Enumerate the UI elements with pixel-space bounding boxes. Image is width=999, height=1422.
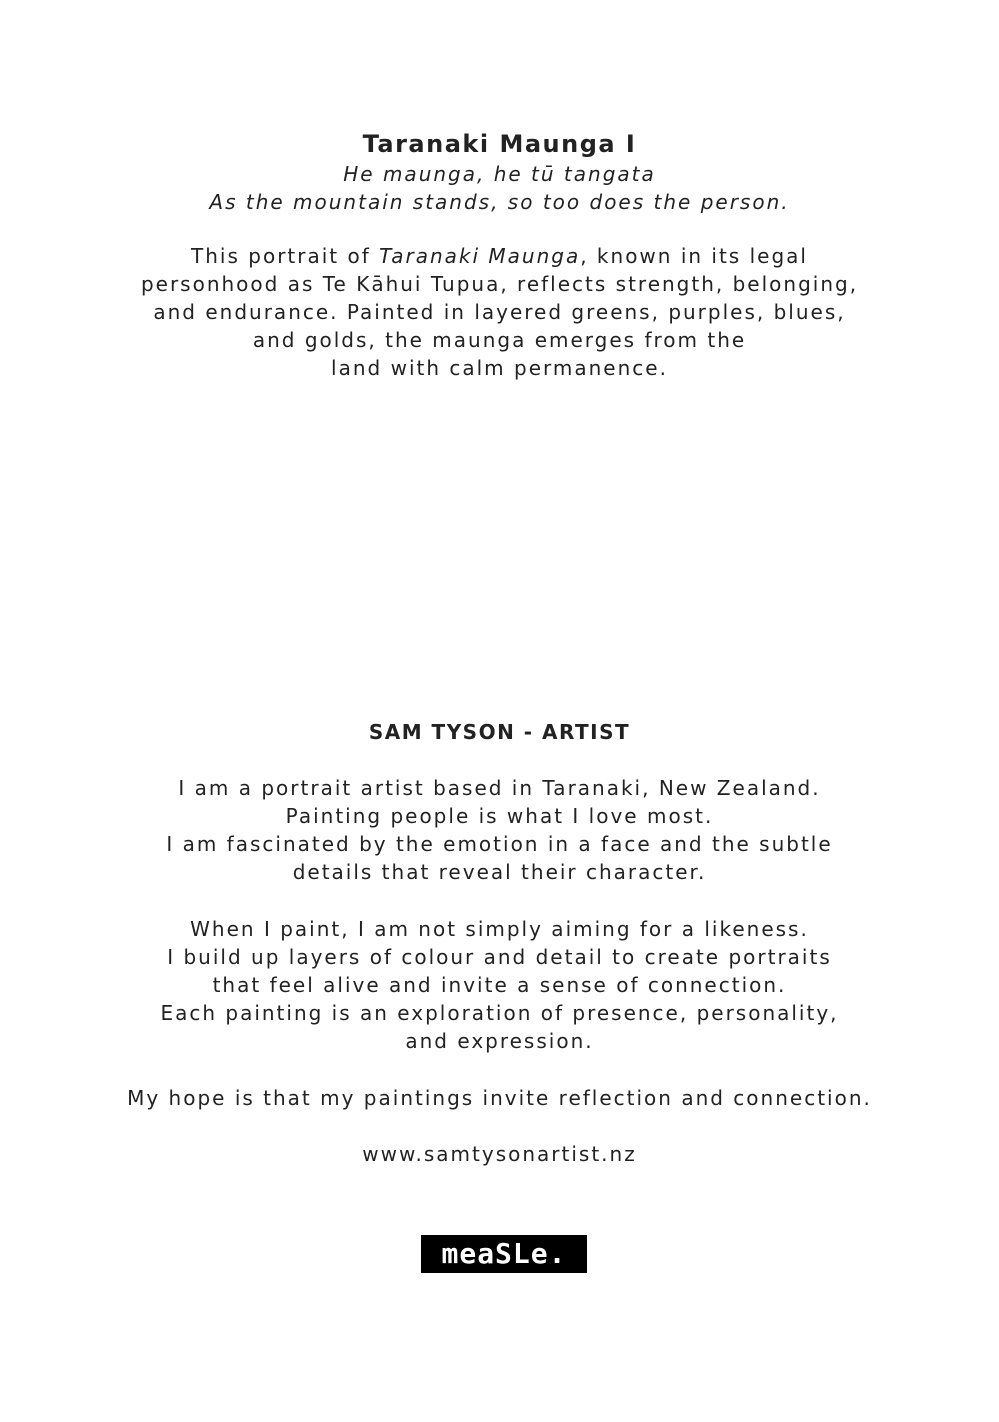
artist-text-line: Painting people is what I love most. xyxy=(285,804,714,828)
artist-text-line: When I paint, I am not simply aiming for a likeness. xyxy=(190,917,809,941)
artwork-title: Taranaki Maunga I xyxy=(362,130,637,158)
artist-heading-block xyxy=(0,718,999,746)
artist-text-line: details that reveal their character. xyxy=(292,860,707,884)
artist-heading: SAM TYSON - ARTIST xyxy=(368,720,631,744)
artist-text-line: I am fascinated by the emotion in a face and the subtle xyxy=(166,832,833,856)
artist-text-line: I am a portrait artist based in Taranaki, New Zealand. xyxy=(178,776,821,800)
measle-logo: meaSLe. xyxy=(421,1235,587,1273)
description-line-1-italic: Taranaki Maunga xyxy=(379,244,581,268)
description-line-1-start: This portrait of xyxy=(191,244,380,268)
artist-paragraph-1 xyxy=(0,774,999,886)
website-link[interactable]: www.samtysonartist.nz xyxy=(362,1142,637,1166)
artist-text-line: I build up layers of colour and detail to create portraits xyxy=(167,945,832,969)
artwork-title-block xyxy=(0,128,999,216)
description-line-1 xyxy=(0,242,999,270)
artwork-proverb-translation: As the mountain stands, so too does the person. xyxy=(209,190,790,214)
website-block xyxy=(0,1140,999,1168)
description-line-2: personhood as Te Kāhui Tupua, reflects strength, belonging, xyxy=(140,272,859,296)
artist-paragraph-2 xyxy=(0,915,999,1055)
artwork-description xyxy=(0,242,999,382)
description-line-1-end: , known in its legal xyxy=(580,244,808,268)
description-line-5: land with calm permanence. xyxy=(331,356,668,380)
artist-text-line: that feel alive and invite a sense of connection. xyxy=(212,973,787,997)
artist-text-line: and expression. xyxy=(405,1029,594,1053)
artist-text-line: Each painting is an exploration of presence, personality, xyxy=(160,1001,839,1025)
artist-paragraph-3 xyxy=(0,1084,999,1112)
description-line-4: and golds, the maunga emerges from the xyxy=(252,328,747,352)
description-line-3: and endurance. Painted in layered greens, purples, blues, xyxy=(153,300,846,324)
artwork-proverb: He maunga, he tū tangata xyxy=(343,162,656,186)
artist-closing-line: My hope is that my paintings invite reflection and connection. xyxy=(127,1086,872,1110)
